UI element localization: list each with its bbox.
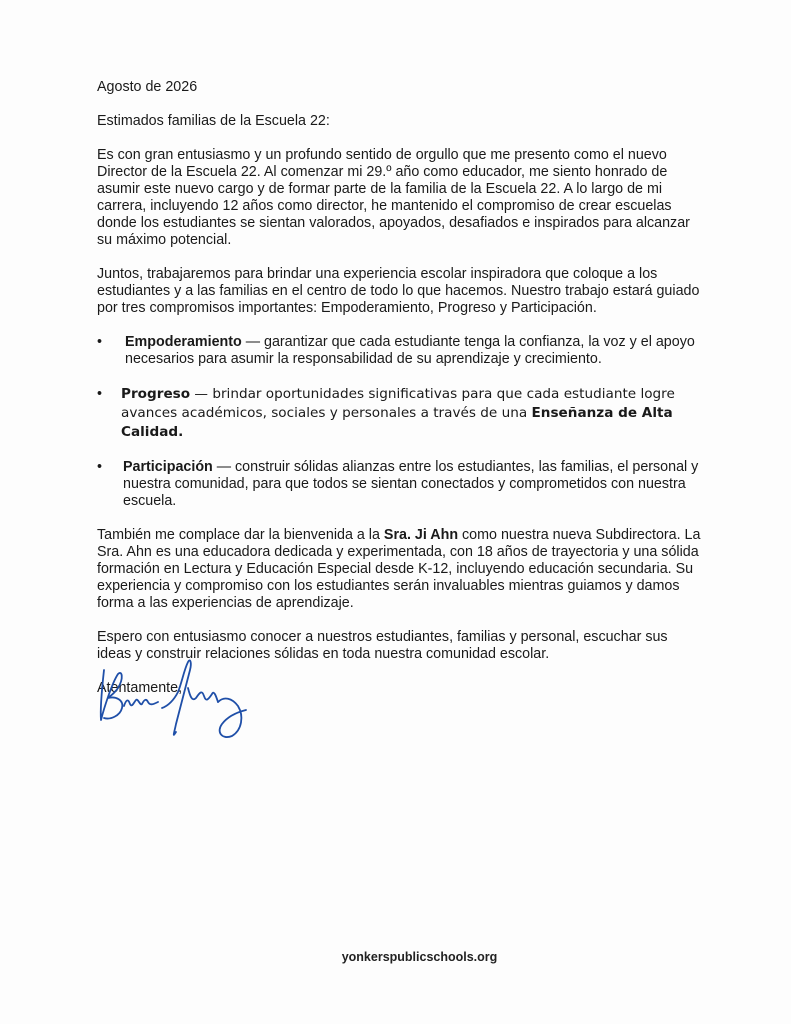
- letter-body: [97, 79, 703, 697]
- bullet-title: Empoderamiento: [125, 334, 242, 350]
- bullet-text: — brindar oportunidades significativas para que cada estudiante logre avances académicos, sociales y personales a través de una: [121, 386, 675, 421]
- bullet-title: Participación: [123, 459, 213, 475]
- bullet-dot: •: [97, 386, 103, 402]
- paragraph-text: como nuestra nueva Subdirectora. La Sra. Ahn es una educadora dedicada y experimentada, con 18 años de trayectoria y una sólida formación en Lectura y Educación Especial desde K-12, incluyendo educación secundaria. Su experiencia y compromiso con los estudiantes serán invaluables mientras guiamos y damos forma a las experiencias de aprendizaje.: [97, 527, 701, 611]
- closing: Atentamente,: [97, 680, 183, 696]
- bullet-text: — garantizar que cada estudiante tenga la confianza, la voz y el apoyo necesarios para asumir la responsabilidad de su aprendizaje y crecimiento.: [125, 334, 695, 367]
- paragraph-text: También me complace dar la bienvenida a la: [97, 527, 384, 543]
- bullet-dot: •: [97, 334, 103, 350]
- bullet-participacion: [97, 459, 703, 510]
- salutation: Estimados familias de la Escuela 22:: [97, 113, 330, 129]
- bullet-progreso: [97, 385, 703, 442]
- paragraph-assistant-principal: [97, 527, 703, 612]
- handwritten-signature: [92, 648, 252, 748]
- paragraph-closing-remarks: Espero con entusiasmo conocer a nuestros estudiantes, familias y personal, escuchar sus ideas y construir relaciones sólidas en toda nuestra comunidad escolar.: [97, 629, 668, 662]
- bullet-dot: •: [97, 459, 103, 475]
- paragraph-intro: Es con gran entusiasmo y un profundo sentido de orgullo que me presento como el nuevo Director de la Escuela 22. Al comenzar mi 29.º año como educador, me siento honrado de asumir este nuevo cargo y de formar parte de la familia de la Escuela 22. A lo largo de mi carrera, incluyendo 12 años como director, he mantenido el compromiso de crear escuelas donde los estudiantes se sientan valorados, apoyados, desafiados e inspirados para alcanzar su máximo potencial.: [97, 147, 690, 248]
- bullet-text: — construir sólidas alianzas entre los estudiantes, las familias, el personal y nuestra comunidad, para que todos se sientan conectados y comprometidos con nuestra escuela.: [123, 459, 699, 509]
- bullet-empoderamiento: [97, 334, 703, 368]
- letter-date: Agosto de 2026: [97, 79, 198, 95]
- paragraph-commitments: Juntos, trabajaremos para brindar una experiencia escolar inspiradora que coloque a los estudiantes y a las familias en el centro de todo lo que hacemos. Nuestro trabajo estará guiado por tres compromisos importantes: Empoderamiento, Progreso y Participación.: [97, 266, 700, 316]
- footer-website: yonkerspublicschools.org: [341, 950, 498, 964]
- bullet-title: Progreso: [121, 386, 191, 402]
- assistant-principal-name: Sra. Ji Ahn: [383, 527, 459, 543]
- bullet-text-bold-tail: Enseñanza de Alta Calidad.: [121, 405, 673, 440]
